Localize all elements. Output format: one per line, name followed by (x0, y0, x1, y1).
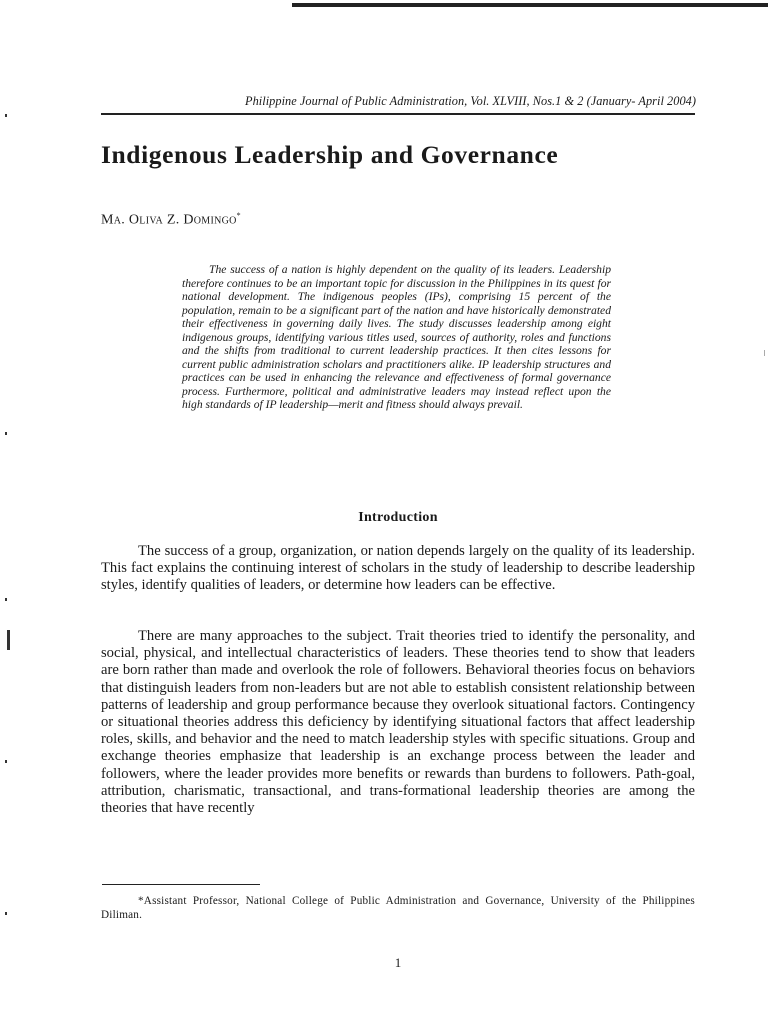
footnote-rule (102, 884, 260, 885)
author-footnote-marker: * (236, 211, 241, 220)
section-heading-introduction: Introduction (358, 510, 438, 525)
scan-speck (764, 350, 765, 356)
journal-running-header: Philippine Journal of Public Administration, Vol. XLVIII, Nos.1 & 2 (January- April 2004) (245, 94, 696, 108)
article-title: Indigenous Leadership and Governance (101, 140, 559, 169)
scan-speck (5, 912, 7, 915)
abstract: The success of a nation is highly dependent on the quality of its leaders. Leadership therefore continues to be an important topic for discussion in the Philippines in its quest for national development. The indigenous peoples (IPs), comprising 15 percent of the population, remain to be a significant part of the nation and have historically demonstrated their effectiveness in governing daily lives. The study discusses leadership among eight indigenous groups, identifying various titles used, sources of authority, roles and functions and the shifts from traditional to current leadership practices. It then cites lessons for current public administration scholars and practitioners alike. IP leadership structures and practices can be used in enhancing the relevance and effectiveness of formal governance process. Furthermore, political and administrative leaders may instead reflect upon the high standards of IP leadership—merit and fitness should always prevail. (182, 263, 611, 411)
footnote (101, 895, 695, 922)
footnote-text: Assistant Professor, National College of Public Administration and Governance, University of the Philippines Diliman. (101, 895, 695, 921)
scan-speck (5, 432, 7, 435)
scan-speck (5, 114, 7, 117)
body-paragraph: The success of a group, organization, or nation depends largely on the quality of its leadership. This fact explains the continuing interest of scholars in the study of leadership to describe leadership styles, identify qualities of leaders, or determine how leaders can be effective. (101, 543, 695, 594)
scan-speck (5, 598, 7, 601)
scan-speck (7, 630, 10, 650)
header-rule (101, 113, 695, 115)
scan-top-border (292, 3, 768, 7)
page-number: 1 (394, 955, 402, 970)
author-name: Ma. Oliva Z. Domingo (101, 212, 237, 228)
footnote-marker: * (138, 895, 144, 907)
body-paragraph: There are many approaches to the subject. Trait theories tried to identify the personality, and social, physical, and intellectual characteristics of leaders. These theories tend to show that leaders are born rather than made and overlook the role of followers. Behavioral theories focus on behaviors that distinguish leaders from non-leaders but are not able to establish consistent relationship between patterns of leadership and group performance because they overlook situational factors. Contingency or situational theories address this deficiency by identifying situational factors that affect leadership roles, skills, and behavior and the need to match leadership styles with specific situations. Group and exchange theories emphasize that leadership is an exchange process between the leader and followers, where the leader provides more benefits or rewards than burdens to followers. Path-goal, attribution, charismatic, transactional, and trans-formational leadership theories are among the theories that have recently (101, 628, 695, 817)
scan-speck (5, 760, 7, 763)
author-line (101, 211, 241, 229)
